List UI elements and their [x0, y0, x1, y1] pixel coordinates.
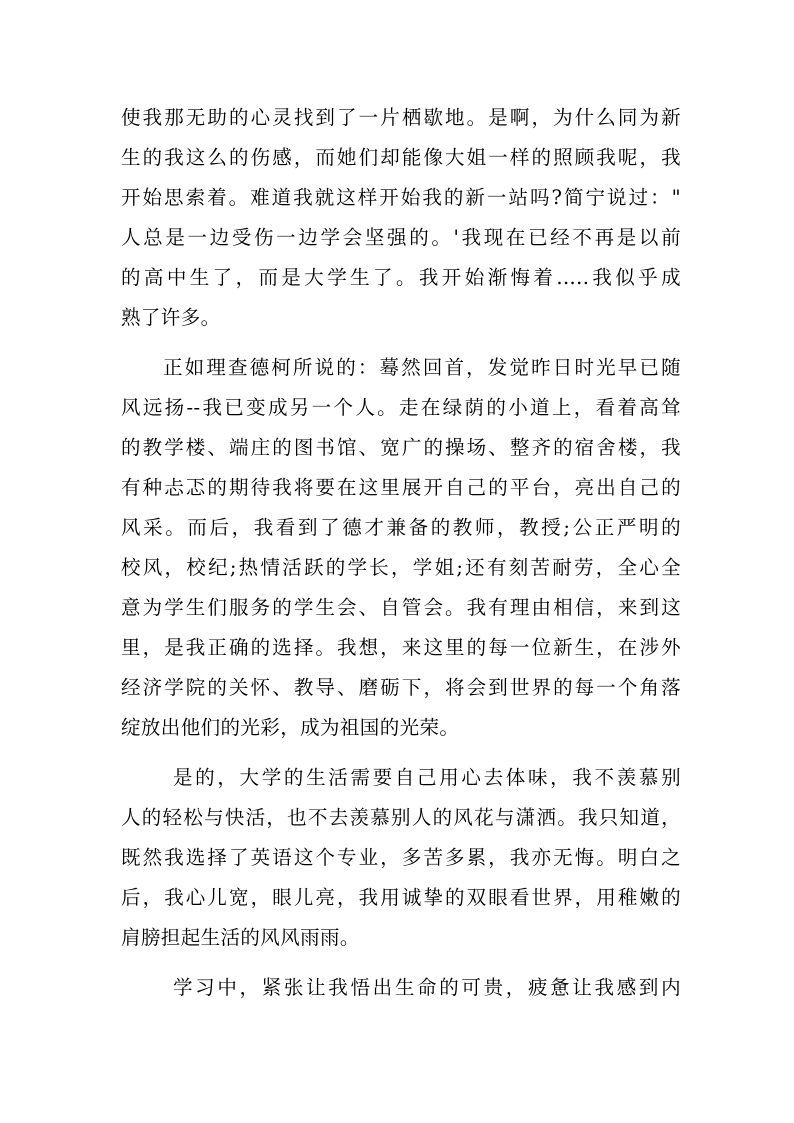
text-line: 开始思索着。难道我就这样开始我的新一站吗?简宁说过："	[121, 186, 681, 209]
text-line: 肩膀担起生活的风风雨雨。	[121, 926, 360, 949]
text-line: 绽放出他们的光彩，成为祖国的光荣。	[121, 716, 460, 739]
text-line: 意为学生们服务的学生会、自管会。我有理由相信，来到这	[121, 596, 681, 619]
paragraph-first-line: 是的，大学的生活需要自己用心去体味，我不羡慕别	[173, 766, 681, 789]
text-line: 有种忐忑的期待我将要在这里展开自己的平台，亮出自己的	[121, 476, 681, 499]
text-line: 生的我这么的伤感，而她们却能像大姐一样的照顾我呢，我	[121, 146, 681, 169]
text-line: 人总是一边受伤一边学会坚强的。'我现在已经不再是以前	[121, 226, 681, 249]
text-line: 校风，校纪;热情活跃的学长，学姐;还有刻苦耐劳，全心全	[121, 556, 681, 579]
text-line: 后，我心儿宽，眼儿亮，我用诚挚的双眼看世界，用稚嫩的	[121, 886, 681, 909]
text-line: 经济学院的关怀、教导、磨砺下，将会到世界的每一个角落	[121, 676, 681, 699]
text-line: 的高中生了，而是大学生了。我开始渐悔着.....我似乎成	[121, 266, 681, 289]
text-line: 既然我选择了英语这个专业，多苦多累，我亦无悔。明白之	[121, 846, 681, 869]
paragraph-first-line: 学习中，紧张让我悟出生命的可贵，疲惫让我感到内	[173, 976, 681, 999]
text-line: 熟了许多。	[121, 306, 221, 329]
text-line: 的教学楼、端庄的图书馆、宽广的操场、整齐的宿舍楼，我	[121, 436, 681, 459]
text-line: 风采。而后，我看到了德才兼备的教师，教授;公正严明的	[121, 516, 681, 539]
paragraph-first-line: 正如理查德柯所说的：蓦然回首，发觉昨日时光早已随	[163, 356, 681, 379]
text-line: 使我那无助的心灵找到了一片栖歇地。是啊，为什么同为新	[121, 106, 681, 129]
text-line: 风远扬--我已变成另一个人。走在绿荫的小道上，看着高耸	[121, 396, 681, 419]
text-line: 里，是我正确的选择。我想，来这里的每一位新生，在涉外	[121, 636, 681, 659]
text-line: 人的轻松与快活，也不去羡慕别人的风花与潇洒。我只知道，	[121, 806, 681, 829]
